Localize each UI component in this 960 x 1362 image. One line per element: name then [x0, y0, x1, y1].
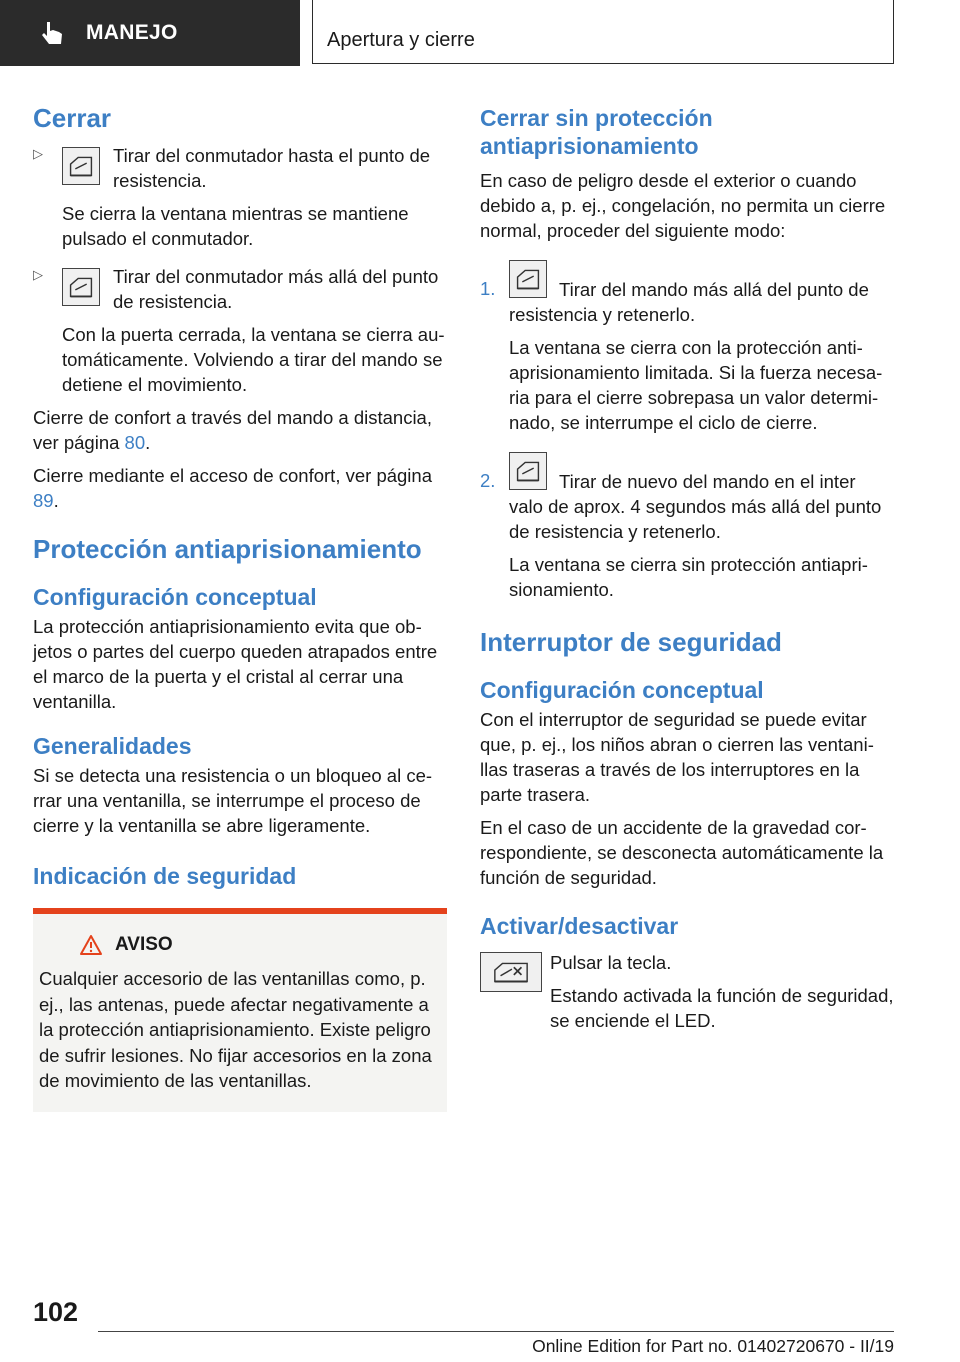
bullet1-detail: Se cierra la ventana mientras se mantiene pulsado el conmutador. — [62, 203, 409, 249]
heading-indicacion: Indicación de seguridad — [33, 863, 297, 889]
section-title: MANEJO — [86, 21, 178, 44]
hand-pointer-icon — [38, 19, 66, 47]
heading-configuracion-2: Configuración conceptual — [480, 677, 764, 703]
activar-text-2: Estando activada la función de seguridad, se enciende el LED. — [550, 985, 894, 1031]
confort-access-text — [33, 463, 447, 513]
window-switch-icon — [62, 268, 100, 306]
list-item — [33, 143, 447, 193]
warning-title-row — [79, 934, 439, 956]
list-item — [33, 264, 447, 314]
bullet2-text: Tirar del conmutador más allá del punto de resistencia. — [113, 266, 439, 312]
bullet1-text: Tirar del conmutador hasta el punto de resistencia. — [113, 145, 431, 191]
period: . — [145, 432, 151, 453]
generalidades-text: Si se detecta una resistencia o un bloqueo al cerrar una ventanilla, se interrumpe el proceso de cierre y la ventanilla se abre ligeramente. — [33, 765, 433, 836]
confort1-text: Cierre de confort a través del mando a distancia, ver página — [33, 407, 432, 453]
window-switch-icon — [509, 452, 547, 490]
right-column — [480, 100, 894, 1033]
page-number: 102 — [33, 1297, 79, 1327]
activar-item — [480, 950, 894, 1033]
warning-box — [33, 908, 447, 1112]
heading-proteccion: Protección antiaprisionamiento — [33, 534, 422, 564]
step2-text-b: valo de aprox. 4 segundos más allá del punto de resistencia y retenerlo. — [509, 496, 882, 542]
warning-text: Cualquier accesorio de las ventanillas como, p. ej., las antenas, puede afectar negativamente a la protección antiaprisionamiento. Existe peligro de sufrir lesiones. No fijar accesorios en la zona de movimiento de las ventanillas. — [39, 968, 432, 1091]
window-switch-icon — [509, 260, 547, 298]
heading-interruptor: Interruptor de seguridad — [480, 627, 782, 657]
bullet-triangle-icon: ▷ — [33, 146, 43, 161]
confort-remote-text — [33, 405, 447, 455]
step-number: 2. — [480, 470, 496, 491]
window-switch-icon — [62, 147, 100, 185]
activar-text-1: Pulsar la tecla. — [550, 952, 672, 973]
page-link-89[interactable]: 89 — [33, 490, 54, 511]
step1-detail: La ventana se cierra con la protección antiaprisionamiento limitada. Si la fuerza necesaria para el cierre sobrepasa un valor determinado, se interrumpe el ciclo de cierre. — [509, 337, 883, 433]
warning-title: AVISO — [115, 934, 173, 955]
chapter-title: Apertura y cierre — [327, 29, 475, 51]
step1-first-line — [509, 260, 894, 302]
footer-edition: Online Edition for Part no. 01402720670 - II/19 — [532, 1336, 894, 1356]
heading-activar: Activar/desactivar — [480, 913, 679, 939]
config-text-1: Con el interruptor de seguridad se puede evitar que, p. ej., los niños abran o cierren las ventanillas traseras a través de los interruptores en la parte trasera. — [480, 709, 874, 805]
step1-text-b: resistencia y retenerlo. — [509, 304, 696, 325]
left-column — [33, 100, 447, 1112]
confort2-text: Cierre mediante el acceso de confort, ver página — [33, 465, 432, 486]
heading-generalidades: Generalidades — [33, 733, 192, 759]
sin-proteccion-intro: En caso de peligro desde el exterior o cuando debido a, p. ej., congelación, no permita un cierre normal, proceder del siguiente modo: — [480, 170, 886, 241]
footer-divider — [98, 1331, 894, 1332]
config-text-2: En el caso de un accidente de la gravedad correspondiente, se desconecta automáticamente la función de seguridad. — [480, 817, 884, 888]
step2-first-line — [509, 452, 894, 494]
heading-sin-proteccion: Cerrar sin protección antiaprisionamiento — [480, 105, 713, 159]
bullet-triangle-icon: ▷ — [33, 267, 43, 282]
list-item — [480, 452, 894, 602]
heading-configuracion: Configuración conceptual — [33, 584, 317, 610]
step1-text-a: Tirar del mando más allá del punto de — [559, 279, 869, 300]
warning-triangle-icon — [79, 934, 103, 956]
chapter-tab — [312, 0, 894, 64]
step2-detail: La ventana se cierra sin protección antiaprisionamiento. — [509, 554, 868, 600]
period: . — [53, 490, 59, 511]
list-item — [480, 260, 894, 435]
header-section-bar — [0, 0, 300, 66]
child-lock-button-icon — [480, 952, 542, 992]
bullet2-detail: Con la puerta cerrada, la ventana se cierra automáticamente. Volviendo a tirar del mando se detiene el movimiento. — [62, 324, 445, 395]
step2-text-a: Tirar de nuevo del mando en el inter — [559, 471, 856, 492]
heading-cerrar: Cerrar — [33, 103, 112, 133]
step-number: 1. — [480, 278, 496, 299]
page-link-80[interactable]: 80 — [124, 432, 146, 453]
config-text: La protección antiaprisionamiento evita que objetos o partes del cuerpo queden atrapados entre el marco de la puerta y el cristal al cerrar una ventanilla. — [33, 616, 438, 712]
